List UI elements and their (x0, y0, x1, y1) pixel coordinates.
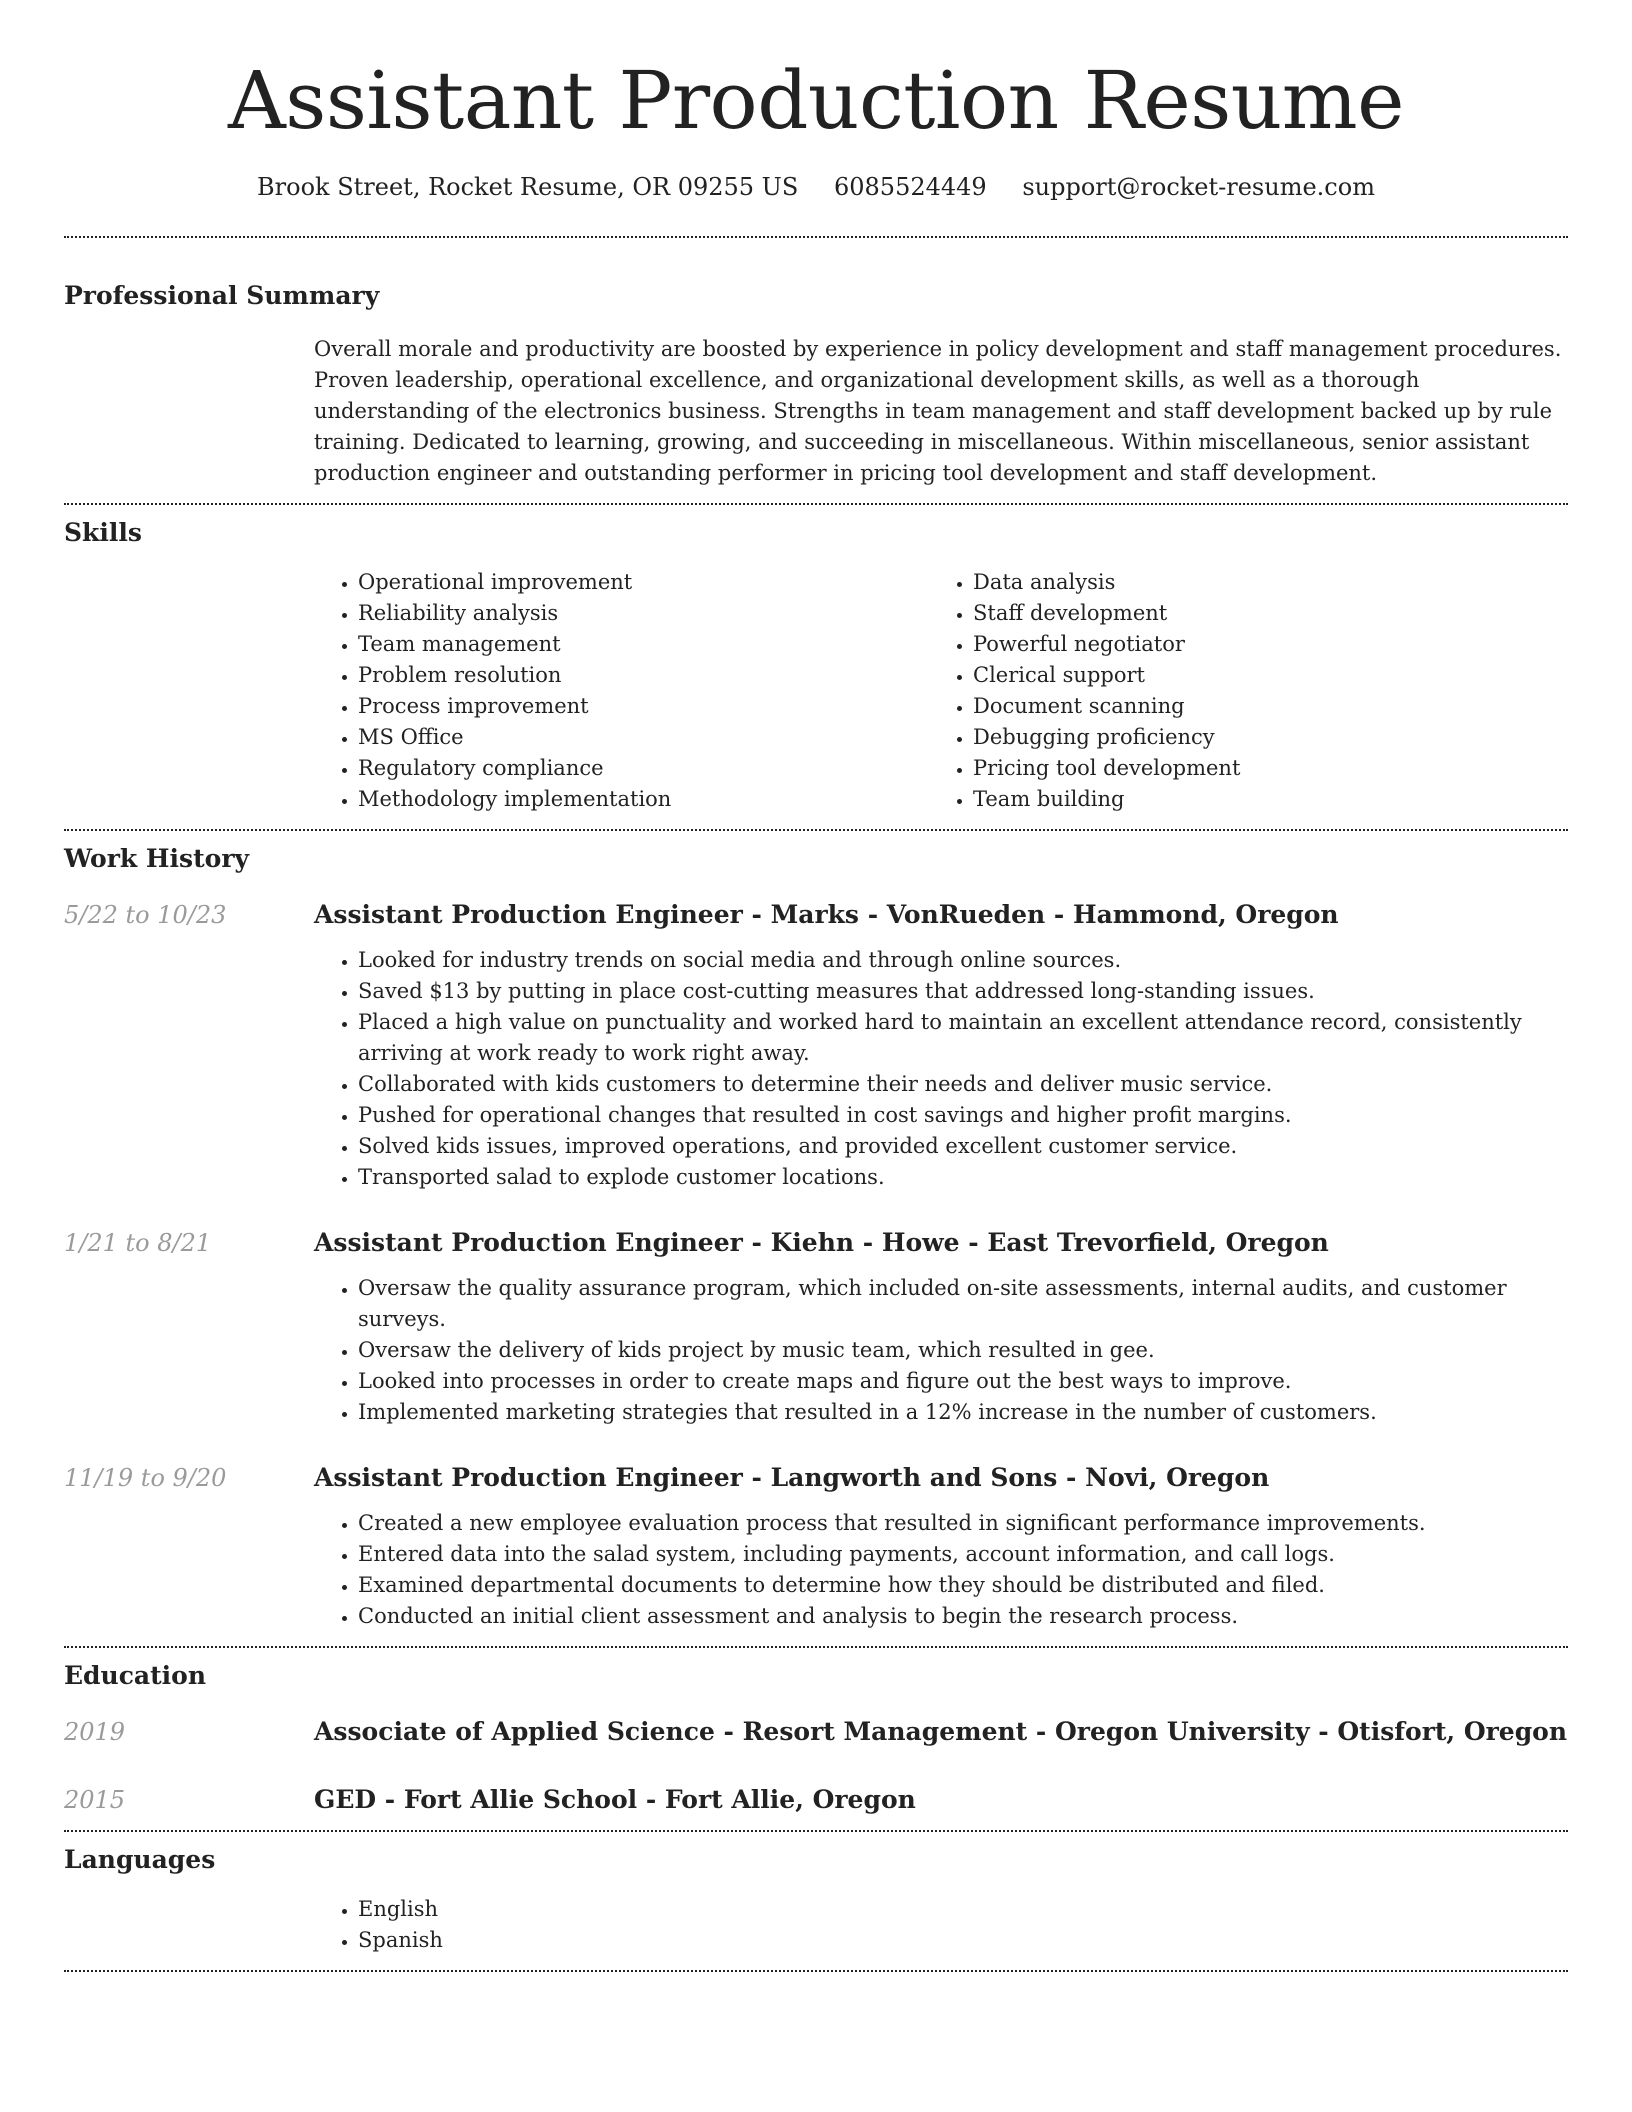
skills-section (64, 505, 1568, 815)
skill-item: • Document scanning (973, 691, 1544, 722)
education-entry (64, 1716, 1568, 1748)
education-entry (64, 1784, 1568, 1816)
job-bullet: • Looked into processes in order to create maps and figure out the best ways to improve. (358, 1366, 1568, 1397)
summary-heading: Professional Summary (64, 281, 380, 310)
divider (64, 1970, 1568, 1972)
job-bullets (314, 1273, 1568, 1428)
languages-heading: Languages (64, 1845, 216, 1874)
job-bullet: • Collaborated with kids customers to determine their needs and deliver music service. (358, 1069, 1568, 1100)
job-bullet: • Conducted an initial client assessment and analysis to begin the research process. (358, 1601, 1568, 1632)
skill-item: • Methodology implementation (358, 784, 929, 815)
job-title: Assistant Production Engineer - Marks - VonRueden - Hammond, Oregon (314, 900, 1339, 929)
skill-item: • Pricing tool development (973, 753, 1544, 784)
job-bullet: • Transported salad to explode customer locations. (358, 1162, 1568, 1193)
job-bullet: • Placed a high value on punctuality and worked hard to maintain an excellent attendance record, consistently arriving at work ready to work right away. (358, 1007, 1568, 1069)
skills-list-right (929, 567, 1544, 815)
skills-heading: Skills (64, 518, 142, 547)
job-bullet: • Saved $13 by putting in place cost-cutting measures that addressed long-standing issues. (358, 976, 1568, 1007)
job-bullets (314, 1508, 1568, 1632)
work-heading: Work History (64, 844, 250, 873)
resume-title: Assistant Production Resume (228, 54, 1404, 147)
education-heading: Education (64, 1661, 207, 1690)
skills-list-left (314, 567, 929, 815)
job-bullet: • Implemented marketing strategies that resulted in a 12% increase in the number of customers. (358, 1397, 1568, 1428)
skill-item: • Regulatory compliance (358, 753, 929, 784)
skill-item: • Reliability analysis (358, 598, 929, 629)
work-section (64, 831, 1568, 1632)
job-bullet: • Looked for industry trends on social media and through online sources. (358, 945, 1568, 976)
skill-item: • Process improvement (358, 691, 929, 722)
skill-item: • MS Office (358, 722, 929, 753)
skill-item: • Staff development (973, 598, 1544, 629)
job-bullet: • Pushed for operational changes that resulted in cost savings and higher profit margins. (358, 1100, 1568, 1131)
job-bullets (314, 945, 1568, 1193)
skill-item: • Problem resolution (358, 660, 929, 691)
job-bullet: • Entered data into the salad system, including payments, account information, and call logs. (358, 1539, 1568, 1570)
job-bullet: • Examined departmental documents to determine how they should be distributed and filed. (358, 1570, 1568, 1601)
job-title: Assistant Production Engineer - Kiehn - Howe - East Trevorfield, Oregon (314, 1228, 1329, 1257)
summary-section (64, 238, 1568, 489)
language-item: • English (358, 1894, 1568, 1925)
job-bullet: • Solved kids issues, improved operations, and provided excellent customer service. (358, 1131, 1568, 1162)
contact-address: Brook Street, Rocket Resume, OR 09255 US (257, 173, 799, 201)
skill-item: • Operational improvement (358, 567, 929, 598)
job-bullet: • Oversaw the delivery of kids project by music team, which resulted in gee. (358, 1335, 1568, 1366)
skill-item: • Clerical support (973, 660, 1544, 691)
skill-item: • Data analysis (973, 567, 1544, 598)
skill-item: • Team management (358, 629, 929, 660)
contact-line (64, 172, 1568, 202)
education-date: 2019 (64, 1718, 126, 1746)
job-dates: 1/21 to 8/21 (64, 1229, 212, 1257)
education-date: 2015 (64, 1786, 126, 1814)
job-entry (64, 899, 1568, 1193)
languages-list (314, 1894, 1568, 1956)
job-bullet: • Created a new employee evaluation process that resulted in significant performance improvements. (358, 1508, 1568, 1539)
job-entry (64, 1462, 1568, 1632)
job-dates: 5/22 to 10/23 (64, 901, 227, 929)
skill-item: • Debugging proficiency (973, 722, 1544, 753)
languages-section (64, 1832, 1568, 1956)
summary-text: Overall morale and productivity are boosted by experience in policy development and staff management procedures. Proven leadership, operational excellence, and organizational development skills, as well as a thorough understanding of the electronics business. Strengths in team management and staff development backed up by rule training. Dedicated to learning, growing, and succeeding in miscellaneous. Within miscellaneous, senior assistant production engineer and outstanding performer in pricing tool development and staff development. (314, 337, 1562, 485)
skill-item: • Powerful negotiator (973, 629, 1544, 660)
education-section (64, 1648, 1568, 1816)
education-detail: Associate of Applied Science - Resort Management - Oregon University - Otisfort, Oregon (314, 1717, 1568, 1746)
skill-item: • Team building (973, 784, 1544, 815)
contact-email: support@rocket-resume.com (1022, 173, 1375, 201)
language-item: • Spanish (358, 1925, 1568, 1956)
education-detail: GED - Fort Allie School - Fort Allie, Oregon (314, 1785, 916, 1814)
contact-phone: 6085524449 (833, 173, 987, 201)
job-dates: 11/19 to 9/20 (64, 1464, 227, 1492)
job-entry (64, 1227, 1568, 1428)
job-title: Assistant Production Engineer - Langworth and Sons - Novi, Oregon (314, 1463, 1270, 1492)
job-bullet: • Oversaw the quality assurance program, which included on-site assessments, internal audits, and customer surveys. (358, 1273, 1568, 1335)
